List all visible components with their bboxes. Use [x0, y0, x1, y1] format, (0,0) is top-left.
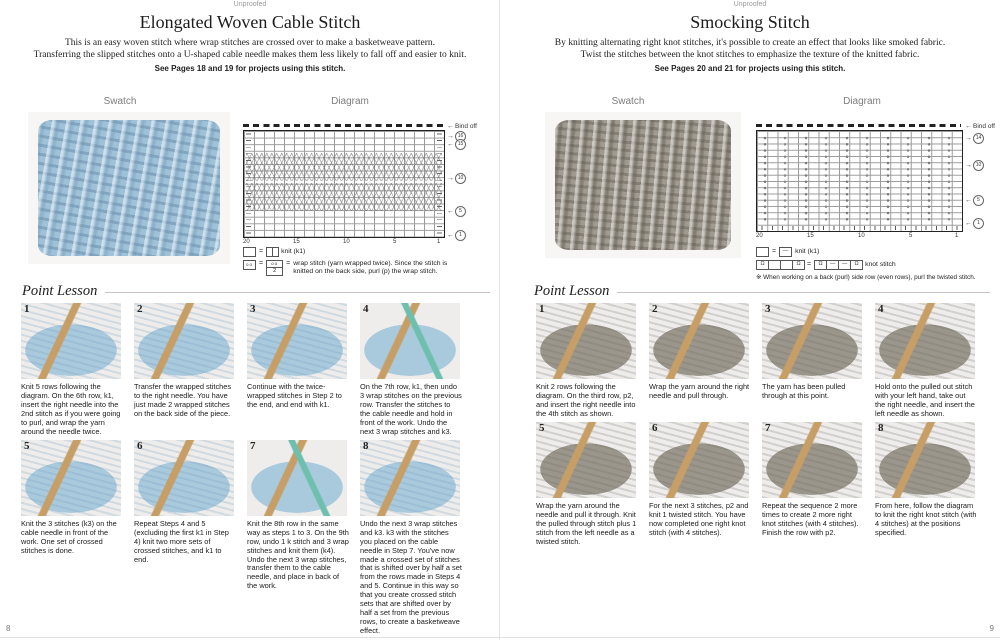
see-pages-note: See Pages 18 and 19 for projects using this stitch.: [154, 64, 346, 73]
description-line1: This is an easy woven stitch where wrap stitches are crossed over to make a basketweave pattern.: [64, 38, 436, 48]
legend-knot-row: Ω Ω = Ω — — Ω knot stitch: [756, 260, 996, 270]
step-caption: Transfer the wrapped stitches to the right needle. You have just made 2 wrapped stitches on the back side of the piece.: [134, 382, 232, 418]
step-number: 7: [250, 439, 256, 452]
step-number: 5: [24, 439, 30, 452]
lesson-step: [247, 303, 347, 410]
step-caption: Repeat the sequence 2 more times to create 2 more right knot stitches (with 4 stitches). Finish the row with p2.: [762, 500, 859, 537]
heading-rule: [617, 292, 990, 293]
lesson-step: [649, 422, 749, 538]
proof-label: Unproofed: [733, 1, 767, 8]
proof-label: Unproofed: [233, 1, 267, 8]
column-number: 15: [807, 233, 814, 239]
step-caption: The yarn has been pulled through at this point.: [762, 382, 846, 400]
lesson-step: [134, 303, 234, 419]
row-number: 10: [455, 173, 466, 184]
wrap-fraction-box: oo 2: [266, 260, 283, 276]
row-number: 5: [455, 206, 466, 217]
row-callout: [447, 173, 466, 184]
step-photo: [875, 422, 975, 498]
arrow-left-icon: ←: [447, 123, 454, 130]
row-callout: [447, 230, 466, 241]
step-caption: Continue with the twice-wrapped stitches in Step 2 to the end, and end with k1.: [247, 382, 342, 409]
row-number: 1: [973, 218, 984, 229]
step-photo: [247, 303, 347, 379]
arrow-icon: →: [447, 175, 454, 182]
arrow-icon: ←: [447, 208, 454, 215]
step-number: 3: [250, 303, 256, 315]
bind-off-dashes: [243, 124, 443, 127]
heading-rule: [105, 292, 490, 293]
arrow-icon: ←: [447, 141, 454, 148]
knitted-fabric-gray: [555, 120, 731, 250]
lesson-step: [247, 440, 347, 592]
step-caption: Wrap the yarn around the right needle and pull through.: [649, 382, 750, 400]
arrow-icon: →: [447, 133, 454, 140]
step-caption: Wrap the yarn around the needle and pull it through. Knit the pulled through stitch plus 1 stitch from the left needle as a twisted stitch.: [536, 500, 637, 546]
column-number: 20: [243, 239, 250, 245]
step-caption: Hold onto the pulled out stitch with your left hand, take out the right needle, and insert the left needle as shown.: [875, 382, 975, 418]
column-number: 20: [756, 233, 763, 239]
page-number: 9: [989, 624, 994, 633]
step-caption: Knit 2 rows following the diagram. On the third row, p2, and insert the right needle into the 4th stitch as shown.: [536, 382, 636, 418]
step-number: 1: [539, 303, 545, 315]
row-callout: [965, 195, 984, 206]
column-number: 5: [393, 239, 397, 245]
description-line2: Transferring the slipped stitches onto a U-shaped cable needle makes them less likely to fall off and easier to knit.: [33, 50, 467, 61]
knitted-fabric-blue: [38, 120, 220, 256]
row-callout: [965, 133, 984, 144]
step-number: 3: [765, 303, 771, 315]
see-pages-note: See Pages 20 and 21 for projects using this stitch.: [654, 64, 846, 73]
step-caption: Undo the next 3 wrap stitches and k3. k3 with the stitches you placed on the cable needle in Step 7. You've now made a crossed set of stitches that is shifted over by half a set from the rows made in Steps 4 and 5. Continue in this way so that you create crossed stitch sets that are shifted over by half a set from the previous rows, to create a basketweave effect.: [360, 518, 462, 636]
page-right: [500, 0, 1000, 640]
step-caption: Knit the 3 stitches (k3) on the cable needle in front of the work. One set of crossed stitches is done.: [21, 518, 117, 555]
step-photo: [134, 440, 234, 516]
lesson-step: [536, 422, 636, 547]
lesson-step: [875, 303, 975, 419]
page-title: Smocking Stitch: [690, 12, 810, 32]
swatch-photo: [28, 112, 230, 264]
knit-symbol-box: [243, 247, 256, 257]
step-caption: For the next 3 stitches, p2 and knit 1 twisted stitch. You have now completed one right knot stitch (with 4 stitches).: [649, 500, 749, 537]
column-number: 15: [293, 239, 300, 245]
bottom-row-ticks: [757, 226, 962, 230]
step-photo: [21, 440, 121, 516]
legend-knit-row: = knit (k1): [243, 247, 493, 257]
step-number: 2: [137, 303, 143, 315]
description-line2: Twist the stitches between the knot stitches to emphasize the texture of the knitted fabric.: [580, 50, 920, 61]
column-number: 10: [343, 239, 350, 245]
row-callout: [965, 160, 984, 171]
column-number: 5: [909, 233, 913, 239]
step-photo: [360, 303, 460, 379]
knot-stitch-symbols: [759, 135, 960, 223]
legend-knit-row: = — knit (k1): [756, 247, 996, 257]
lesson-step: [536, 303, 636, 419]
row-number: 14: [973, 133, 984, 144]
chart-grid: [243, 130, 445, 238]
step-caption: Repeat Steps 4 and 5 (excluding the first k1 in Step 4) knit two more sets of crossed stitches, and k1 to end.: [134, 518, 229, 564]
row-callout: [447, 139, 466, 150]
lesson-step: [762, 303, 862, 401]
knitting-chart: [756, 122, 1000, 258]
step-caption: From here, follow the diagram to knit the right knot stitch (with 4 stitches) at the positions specified.: [875, 500, 977, 537]
step-caption: On the 7th row, k1, then undo 3 wrap stitches on the previous row. Transfer the stitches to the cable needle and hold in front of the work. Undo the next 3 wrap stitches and k3.: [360, 382, 462, 436]
legend-wrap-row: oo = oo 2 = wrap stitch (yarn wrapped twice). Since the stitch is knitted on the back side, purl (p) the wrap stitch.: [243, 260, 493, 277]
description: [8, 37, 492, 62]
arrow-left-icon: ←: [965, 123, 972, 130]
step-photo: [247, 440, 347, 516]
bind-off-callout: ← Bind off: [447, 123, 477, 130]
chart-legend: [243, 247, 493, 280]
row-number: 1: [455, 230, 466, 241]
lesson-step: [21, 303, 121, 437]
step-number: 1: [24, 303, 30, 315]
page-title: Elongated Woven Cable Stitch: [139, 12, 361, 32]
step-photo: [649, 422, 749, 498]
step-photo: [649, 303, 749, 379]
chart-grid: [756, 130, 963, 232]
step-photo: [134, 303, 234, 379]
swatch-section-label: Swatch: [611, 96, 645, 107]
step-photo: [762, 422, 862, 498]
knit-symbol-box: [756, 247, 769, 257]
point-lesson-heading: Point Lesson: [22, 283, 490, 300]
step-number: 6: [652, 421, 658, 434]
arrow-icon: ←: [447, 232, 454, 239]
column-number: 1: [955, 233, 959, 239]
swatch-photo: [545, 112, 741, 258]
step-number: 8: [878, 421, 884, 434]
step-number: 4: [878, 303, 884, 315]
row-callout: [965, 218, 984, 229]
step-number: 2: [652, 303, 658, 315]
lesson-step: [21, 440, 121, 556]
row-callout: [447, 206, 466, 217]
lesson-step: [134, 440, 234, 565]
step-photo: [536, 422, 636, 498]
step-photo: [875, 303, 975, 379]
diagram-section-label: Diagram: [331, 96, 369, 107]
page-number: 8: [6, 624, 11, 633]
column-number: 10: [858, 233, 865, 239]
bind-off-dashes: [756, 124, 961, 127]
legend-note: ※ When working on a back (purl) side row (even rows), purl the twisted stitch.: [756, 274, 976, 281]
step-number: 6: [137, 439, 143, 452]
column-number: 1: [437, 239, 441, 245]
diagram-section-label: Diagram: [843, 96, 881, 107]
wrap-stitch-band: [246, 153, 442, 181]
row-number: 15: [455, 139, 466, 150]
knit-symbol-pair: [266, 247, 278, 257]
bind-off-callout: ← Bind off: [965, 123, 995, 130]
step-caption: Knit the 8th row in the same way as steps 1 to 3. On the 9th row, undo 1 k stitch and 3 wrap stitches and knit them (k4). Undo the next 3 wrap stitches, transfer them to the cable needle, and place in back of the work.: [247, 518, 349, 591]
row-number: 5: [973, 195, 984, 206]
point-lesson-steps: [536, 303, 975, 547]
lesson-step: [649, 303, 749, 401]
swatch-section-label: Swatch: [103, 96, 137, 107]
step-number: 4: [363, 303, 369, 315]
description: [508, 37, 992, 62]
arrow-icon: →: [965, 135, 972, 142]
lesson-step: [875, 422, 975, 538]
wrap-stitch-band: [246, 183, 442, 211]
wrap-symbol-box: oo: [243, 260, 256, 270]
step-photo: [536, 303, 636, 379]
step-caption: Knit 5 rows following the diagram. On the 6th row, k1, insert the right needle into the 2nd stitch as if you were going to purl, and wrap the yarn around the needle twice.: [21, 382, 121, 436]
step-photo: [21, 303, 121, 379]
lesson-step: [762, 422, 862, 538]
arrow-icon: ←: [965, 220, 972, 227]
purl-symbol-box: —: [779, 247, 792, 257]
point-lesson-steps: [21, 303, 460, 636]
step-number: 7: [765, 421, 771, 434]
lesson-step: [360, 303, 460, 437]
step-number: 8: [363, 439, 369, 452]
arrow-icon: →: [965, 162, 972, 169]
row-number: 10: [973, 160, 984, 171]
point-lesson-heading: Point Lesson: [534, 283, 990, 300]
knot-symbol-cells: Ω Ω: [756, 260, 804, 270]
arrow-icon: ←: [965, 197, 972, 204]
knitting-chart: [243, 122, 493, 264]
knot-symbol-cells-expanded: Ω — — Ω: [814, 260, 862, 270]
description-line1: By knitting alternating right knot stitches, it's possible to create an effect that looks like smoked fabric.: [554, 38, 946, 48]
step-number: 5: [539, 421, 545, 434]
step-photo: [360, 440, 460, 516]
lesson-step: [360, 440, 460, 636]
step-photo: [762, 303, 862, 379]
chart-legend: [756, 247, 996, 282]
row-number: 16: [455, 131, 466, 142]
